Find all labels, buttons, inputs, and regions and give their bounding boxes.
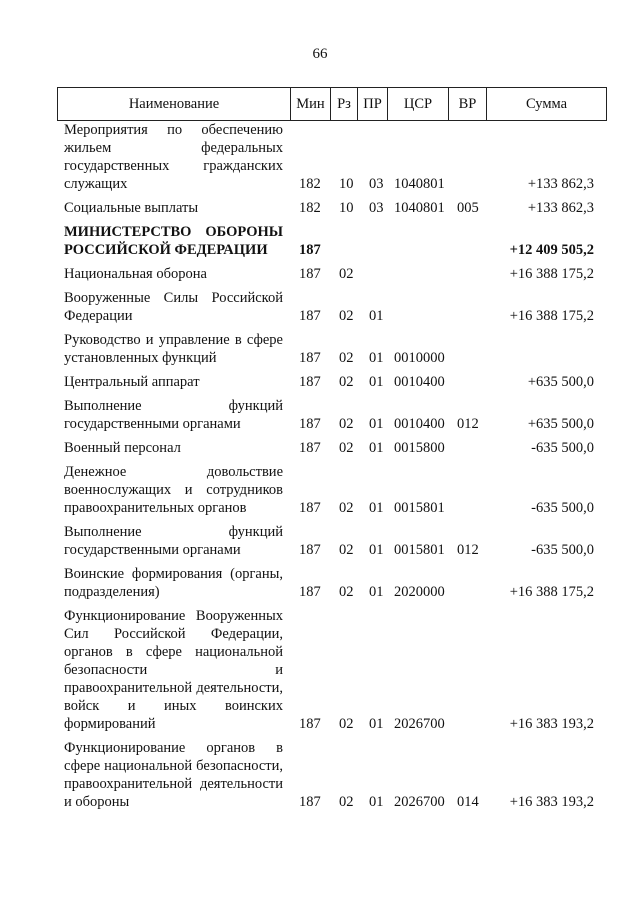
row-rz: 02 bbox=[339, 350, 354, 366]
row-name: Выполнение функций государственными органами bbox=[64, 524, 283, 558]
table-row bbox=[64, 289, 594, 325]
row-min: 182 bbox=[299, 200, 321, 216]
row-name: Денежное довольствие военнослужащих и сотрудников правоохранительных органов bbox=[64, 464, 283, 516]
row-min: 187 bbox=[299, 266, 321, 282]
row-csr: 0015800 bbox=[394, 440, 445, 456]
row-pr: 01 bbox=[369, 794, 384, 810]
table-row bbox=[64, 523, 594, 559]
row-pr: 03 bbox=[369, 200, 384, 216]
row-rz: 02 bbox=[339, 440, 354, 456]
table-row bbox=[64, 565, 594, 601]
row-rz: 02 bbox=[339, 416, 354, 432]
row-name: Функционирование органов в сфере национальной безопасности, правоохранительной деятельности и обороны bbox=[64, 740, 283, 810]
row-pr: 01 bbox=[369, 500, 384, 516]
row-min: 187 bbox=[299, 350, 321, 366]
row-sum: +16 388 175,2 bbox=[509, 266, 594, 282]
row-name: Функционирование Вооруженных Сил Российской Федерации, органов в сфере национальной безопасности и правоохранительной деятельности, войск и иных воинских формирований bbox=[64, 608, 283, 732]
row-vr: 012 bbox=[457, 416, 479, 432]
row-min: 182 bbox=[299, 176, 321, 192]
table-header bbox=[57, 87, 607, 121]
row-sum: +16 383 193,2 bbox=[509, 794, 594, 810]
row-pr: 03 bbox=[369, 176, 384, 192]
row-pr: 01 bbox=[369, 716, 384, 732]
header-pr: ПР bbox=[358, 88, 388, 120]
row-min: 187 bbox=[299, 416, 321, 432]
row-csr: 0010000 bbox=[394, 350, 445, 366]
table-row bbox=[64, 739, 594, 811]
row-rz: 10 bbox=[339, 176, 354, 192]
header-rz: Рз bbox=[331, 88, 358, 120]
row-rz: 02 bbox=[339, 584, 354, 600]
row-vr: 012 bbox=[457, 542, 479, 558]
row-csr: 0010400 bbox=[394, 374, 445, 390]
row-sum: -635 500,0 bbox=[531, 542, 594, 558]
row-name: Воинские формирования (органы, подразделения) bbox=[64, 566, 283, 600]
row-name: Центральный аппарат bbox=[64, 374, 200, 390]
row-sum: +635 500,0 bbox=[527, 374, 594, 390]
row-name: Вооруженные Силы Российской Федерации bbox=[64, 290, 283, 324]
row-csr: 2020000 bbox=[394, 584, 445, 600]
table-row bbox=[64, 463, 594, 517]
row-csr: 0015801 bbox=[394, 542, 445, 558]
table-row bbox=[64, 607, 594, 733]
row-pr: 01 bbox=[369, 374, 384, 390]
row-rz: 02 bbox=[339, 374, 354, 390]
row-min: 187 bbox=[299, 542, 321, 558]
row-rz: 02 bbox=[339, 500, 354, 516]
row-sum: +16 388 175,2 bbox=[509, 584, 594, 600]
row-sum: +133 862,3 bbox=[527, 176, 594, 192]
row-min: 187 bbox=[299, 794, 321, 810]
row-csr: 2026700 bbox=[394, 794, 445, 810]
row-rz: 10 bbox=[339, 200, 354, 216]
row-name: Национальная оборона bbox=[64, 266, 207, 282]
row-csr: 0010400 bbox=[394, 416, 445, 432]
header-sum: Сумма bbox=[525, 95, 568, 112]
row-name: Мероприятия по обеспечению жильем федеральных государственных гражданских служащих bbox=[64, 122, 283, 192]
row-csr: 1040801 bbox=[394, 200, 445, 216]
row-min: 187 bbox=[299, 584, 321, 600]
table-body bbox=[64, 121, 594, 817]
row-pr: 01 bbox=[369, 350, 384, 366]
row-sum: +12 409 505,2 bbox=[509, 242, 594, 258]
row-min: 187 bbox=[299, 500, 321, 516]
row-name: МИНИСТЕРСТВО ОБОРОНЫ РОССИЙСКОЙ ФЕДЕРАЦИИ bbox=[64, 224, 283, 258]
row-name: Выполнение функций государственными органами bbox=[64, 398, 283, 432]
table-row bbox=[64, 439, 594, 457]
row-min: 187 bbox=[299, 242, 321, 258]
page-number: 66 bbox=[312, 46, 328, 62]
row-sum: -635 500,0 bbox=[531, 440, 594, 456]
row-pr: 01 bbox=[369, 542, 384, 558]
table-row bbox=[64, 199, 594, 217]
row-rz: 02 bbox=[339, 308, 354, 324]
row-rz: 02 bbox=[339, 542, 354, 558]
header-csr: ЦСР bbox=[388, 88, 449, 120]
header-min: Мин bbox=[291, 88, 331, 120]
row-rz: 02 bbox=[339, 794, 354, 810]
table-row bbox=[64, 397, 594, 433]
header-vr: ВР bbox=[449, 88, 487, 120]
row-sum: +16 388 175,2 bbox=[509, 308, 594, 324]
row-pr: 01 bbox=[369, 584, 384, 600]
row-name: Социальные выплаты bbox=[64, 200, 199, 216]
row-sum: +635 500,0 bbox=[527, 416, 594, 432]
row-name: Руководство и управление в сфере установленных функций bbox=[64, 332, 283, 366]
row-min: 187 bbox=[299, 716, 321, 732]
row-name: Военный персонал bbox=[64, 440, 181, 456]
row-rz: 02 bbox=[339, 266, 354, 282]
row-sum: -635 500,0 bbox=[531, 500, 594, 516]
row-sum: +133 862,3 bbox=[527, 200, 594, 216]
row-min: 187 bbox=[299, 308, 321, 324]
row-vr: 005 bbox=[457, 200, 479, 216]
row-sum: +16 383 193,2 bbox=[509, 716, 594, 732]
row-min: 187 bbox=[299, 440, 321, 456]
table-row bbox=[64, 265, 594, 283]
row-csr: 2026700 bbox=[394, 716, 445, 732]
row-csr: 0015801 bbox=[394, 500, 445, 516]
row-min: 187 bbox=[299, 374, 321, 390]
row-vr: 014 bbox=[457, 794, 479, 810]
table-row bbox=[64, 373, 594, 391]
table-row bbox=[64, 331, 594, 367]
row-pr: 01 bbox=[369, 416, 384, 432]
row-pr: 01 bbox=[369, 440, 384, 456]
row-pr: 01 bbox=[369, 308, 384, 324]
row-rz: 02 bbox=[339, 716, 354, 732]
row-csr: 1040801 bbox=[394, 176, 445, 192]
table-row bbox=[64, 223, 594, 259]
header-name: Наименование bbox=[58, 88, 291, 120]
table-row bbox=[64, 121, 594, 193]
